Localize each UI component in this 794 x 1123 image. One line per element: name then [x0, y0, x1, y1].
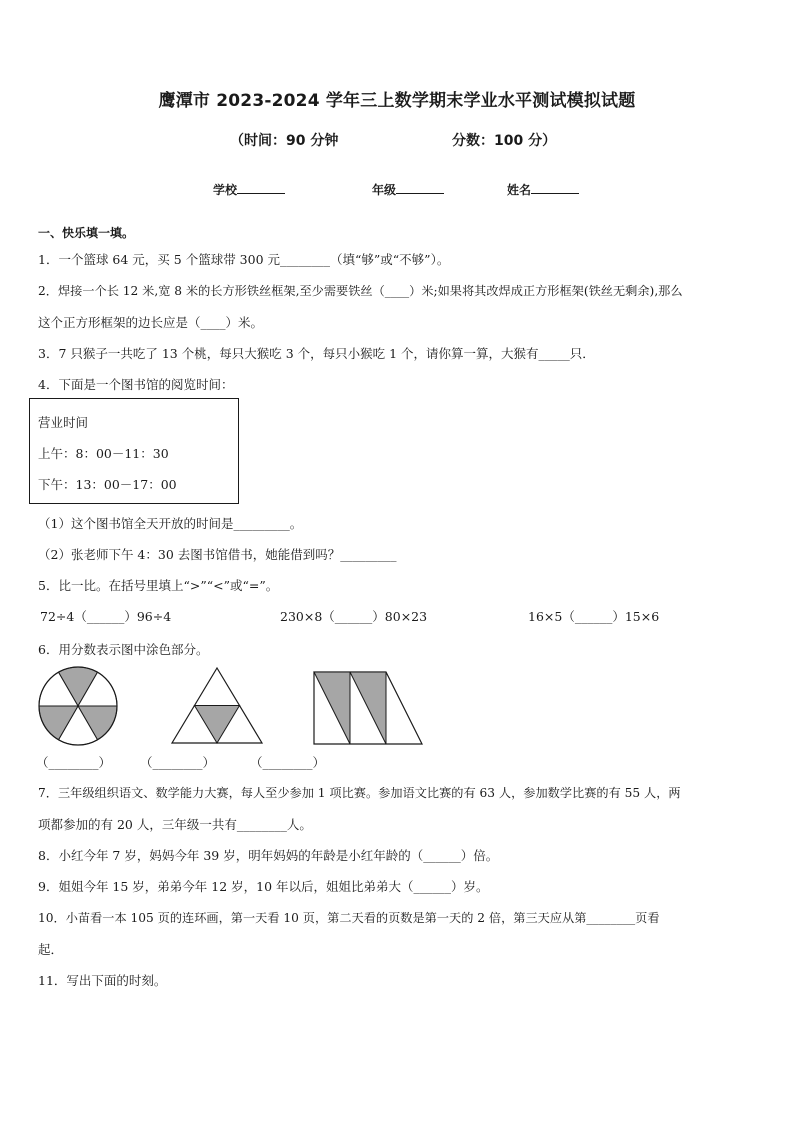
school-field[interactable] [213, 181, 285, 198]
grade-blank[interactable] [396, 181, 444, 194]
question-2-line-2: 这个正方形框架的边长应是（____）米。 [38, 315, 264, 330]
hours-afternoon: 下午：13：00－17：00 [38, 477, 177, 492]
question-9: 9．姐姐今年 15 岁，弟弟今年 12 岁，10 年以后，姐姐比弟弟大（______）岁。 [38, 879, 489, 894]
question-8: 8．小红今年 7 岁，妈妈今年 39 岁，明年妈妈的年龄是小红年龄的（______）倍。 [38, 848, 499, 863]
exam-score: 分数：100 分） [452, 133, 557, 149]
school-blank[interactable] [237, 181, 285, 194]
question-4: 4．下面是一个图书馆的阅览时间： [38, 377, 234, 392]
figure-1-answer[interactable]: （________） [36, 755, 112, 770]
question-10-line-2: 起． [38, 942, 64, 957]
compare-item-2: 230×8（______）80×23 [280, 609, 428, 624]
opening-hours-box [29, 398, 239, 504]
name-label: 姓名 [507, 183, 532, 197]
exam-time: （时间：90 分钟 [230, 133, 339, 149]
school-label: 学校 [213, 183, 238, 197]
page-title: 鹰潭市 2023-2024 学年三上数学期末学业水平测试模拟试题 [158, 91, 636, 111]
grade-label: 年级 [372, 183, 397, 197]
compare-item-1: 72÷4（______）96÷4 [40, 609, 172, 624]
figure-2-answer[interactable]: （________） [140, 755, 216, 770]
question-3: 3．7 只猴子一共吃了 13 个桃，每只大猴吃 3 个，每只小猴吃 1 个，请你算一算，大猴有_____只． [38, 346, 595, 361]
question-10-line-1: 10．小苗看一本 105 页的连环画，第一天看 10 页，第二天看的页数是第一天的 2 倍，第三天应从第________页看 [38, 911, 660, 925]
question-11: 11．写出下面的时刻。 [38, 973, 167, 988]
hours-title: 营业时间 [38, 415, 89, 430]
compare-item-3: 16×5（______）15×6 [528, 609, 660, 624]
grade-field[interactable] [372, 181, 444, 198]
question-4-part-1: （1）这个图书馆全天开放的时间是_________。 [38, 516, 303, 531]
hours-morning: 上午：8：00－11：30 [38, 446, 169, 461]
section-heading: 一、快乐填一填。 [38, 226, 135, 240]
question-2-line-1: 2．焊接一个长 12 米,宽 8 米的长方形铁丝框架,至少需要铁丝（____）米;如果将其改焊成正方形框架(铁丝无剩余),那么 [38, 284, 683, 298]
triangle-figure [170, 666, 264, 746]
question-6: 6．用分数表示图中涂色部分。 [38, 642, 209, 657]
question-5: 5．比一比。在括号里填上“>”“<”或“=”。 [38, 578, 279, 593]
circle-figure [36, 666, 120, 746]
question-4-part-2: （2）张老师下午 4：30 去图书馆借书，她能借到吗？_________ [38, 547, 397, 562]
figure-3-answer[interactable]: （________） [250, 755, 326, 770]
question-7-line-2: 项都参加的有 20 人，三年级一共有________人。 [38, 817, 312, 832]
name-blank[interactable] [531, 181, 579, 194]
name-field[interactable] [507, 181, 579, 198]
parallelogram-figure [312, 670, 424, 746]
question-1: 1．一个篮球 64 元，买 5 个篮球带 300 元________（填“够”或“不够”）。 [38, 252, 450, 267]
question-7-line-1: 7．三年级组织语文、数学能力大赛，每人至少参加 1 项比赛。参加语文比赛的有 63 人，参加数学比赛的有 55 人，两 [38, 786, 681, 800]
